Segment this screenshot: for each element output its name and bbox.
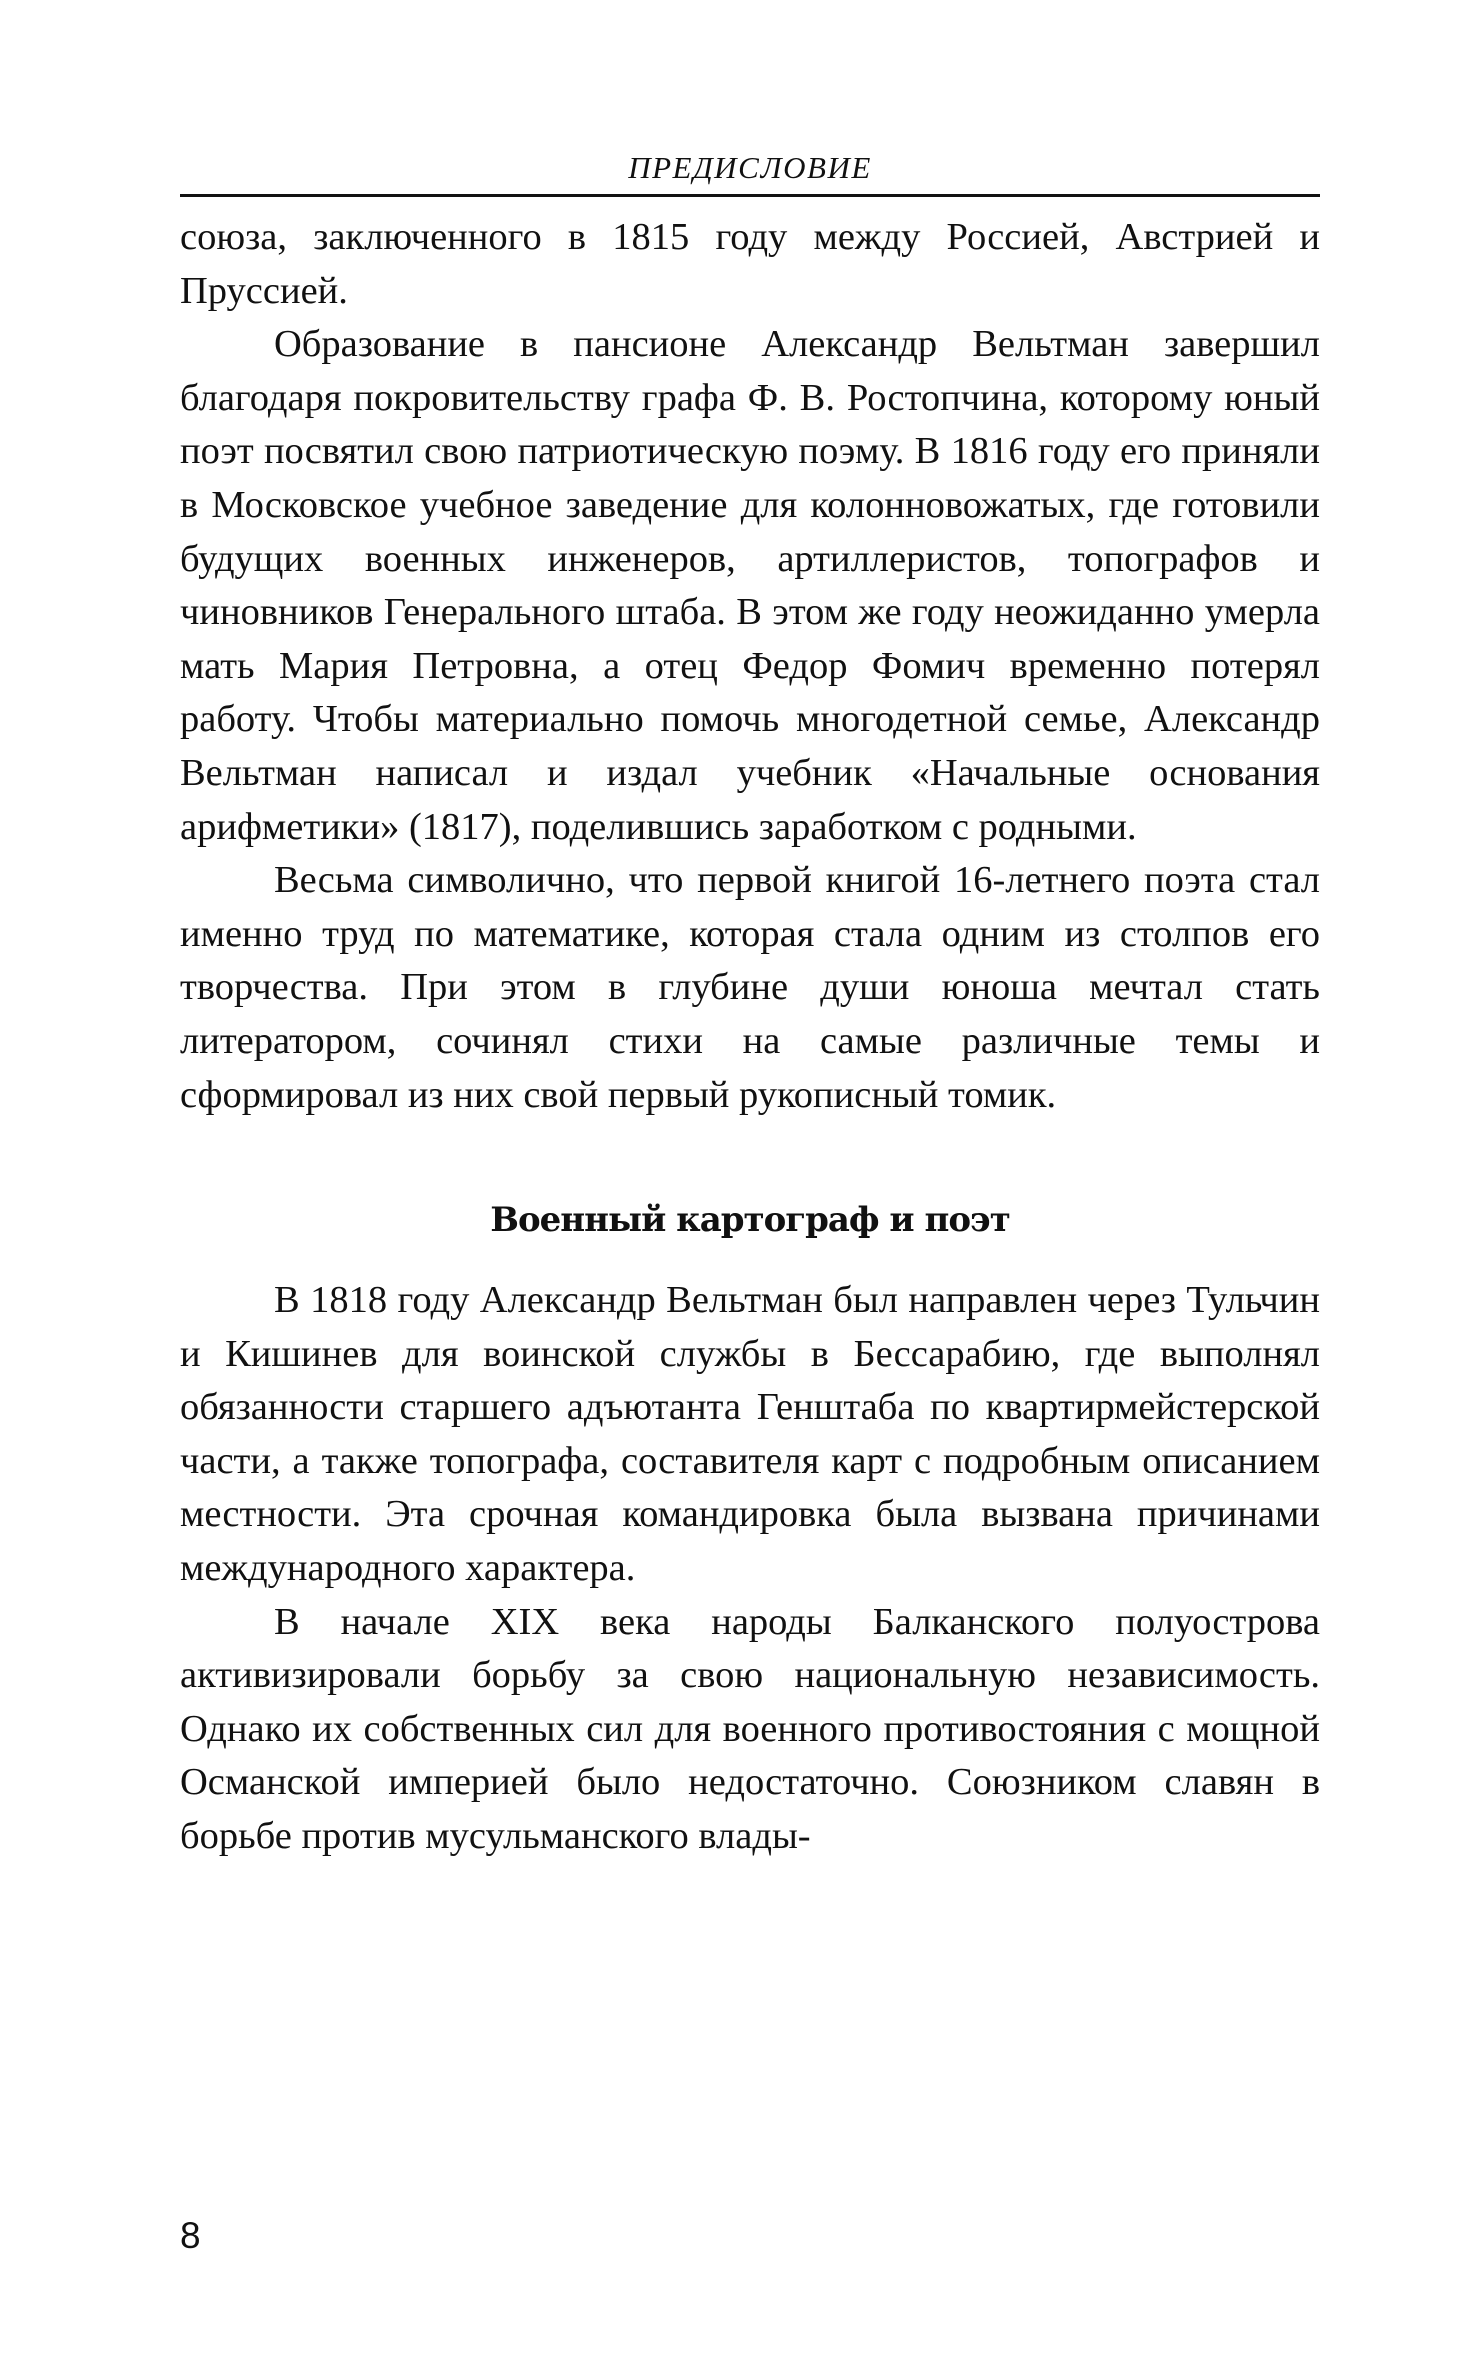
body-text [180,211,1320,1864]
section-heading: Военный картограф и поэт [490,1200,1010,1241]
paragraph: В 1818 году Александр Вельтман был направлен через Тульчин и Кишинев для воинской службы в Бессарабию, где выполнял обязанности старшего адъютанта Генштаба по квартирмейстерской части, а также топографа, составителя карт с подробным описанием местности. Эта срочная командировка была вызвана причинами международного характера. [180,1279,1320,1590]
paragraph: Образование в пансионе Александр Вельтман завершил благодаря покровительству графа Ф. В. Ростопчина, которому юный поэт посвятил свою патриотическую поэму. В 1816 году его приняли в Московское учебное заведение для колонновожатых, где готовили будущих военных инженеров, артиллеристов, топографов и чиновников Генерального штаба. В этом же году неожиданно умерла мать Мария Петровна, а отец Федор Фомич временно потерял работу. Чтобы материально помочь многодетной семье, Александр Вельтман написал и издал учебник «Начальные основания арифметики» (1817), поделившись заработком с родными. [180,323,1320,848]
paragraph-continued: союза, заключенного в 1815 году между Россией, Австрией и Пруссией. [180,216,1320,312]
book-page [180,150,1320,2270]
paragraph: Весьма символично, что первой книгой 16-летнего поэта стал именно труд по математике, которая стала одним из столпов его творчества. При этом в глубине души юноша мечтал стать литератором, сочинял стихи на самые различные темы и сформировал из них свой первый рукописный томик. [180,859,1320,1116]
paragraph: В начале XIX века народы Балканского полуострова активизировали борьбу за свою национальную независимость. Однако их собственных сил для военного противостояния с мощной Османской империей было недостаточно. Союзником славян в борьбе против мусульманского влады- [180,1600,1320,1858]
page-number: 8 [180,2215,201,2256]
running-head: ПРЕДИСЛОВИЕ [628,150,872,185]
header-rule [180,194,1320,197]
